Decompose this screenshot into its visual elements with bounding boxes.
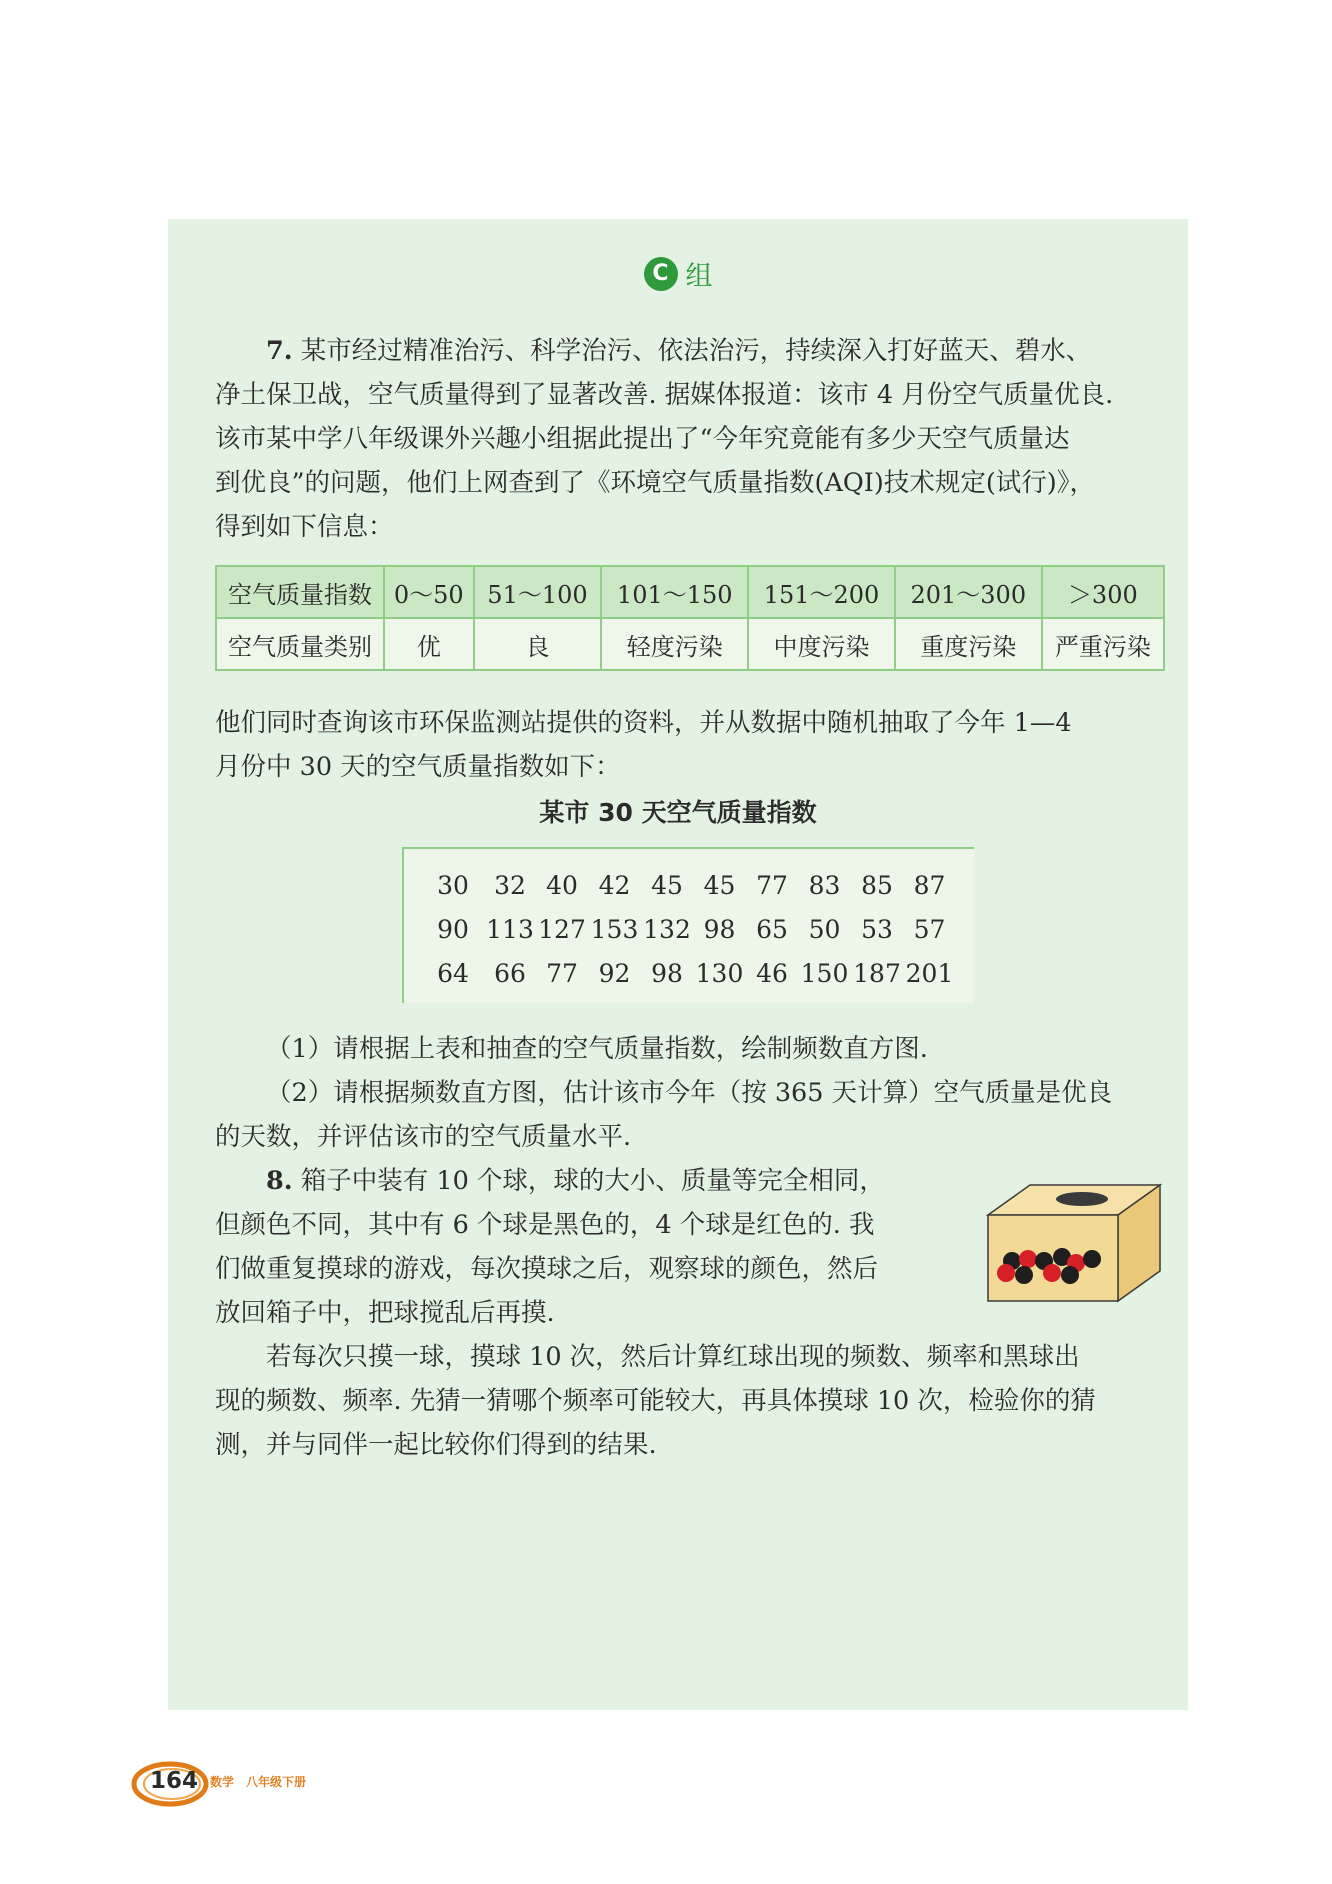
question-8 <box>215 1159 975 1335</box>
data-caption: 某市 30 天空气质量指数 <box>539 798 817 827</box>
intro-line-2: 月份中 30 天的空气质量指数如下： <box>215 752 621 782</box>
aqi-value-cell: 64 <box>437 959 469 988</box>
question-7 <box>215 329 1165 549</box>
aqi-value-cell: 92 <box>598 959 631 988</box>
aqi-data-box <box>402 847 974 1003</box>
aqi-data-grid <box>404 867 976 993</box>
table-cell: 空气质量指数 <box>216 566 384 618</box>
q7-line-4: 到优良”的问题，他们上网查到了《环境空气质量指数(AQI)技术规定(试行)》， <box>215 468 1095 498</box>
q8-line-4: 放回箱子中，把球搅乱后再摸. <box>215 1298 555 1328</box>
data-intro <box>215 701 1165 789</box>
aqi-value-cell: 130 <box>695 959 744 988</box>
aqi-value-cell: 65 <box>756 915 788 944</box>
aqi-value-cell: 42 <box>598 871 631 900</box>
q8-line-3: 们做重复摸球的游戏，每次摸球之后，观察球的颜色，然后 <box>215 1254 879 1284</box>
aqi-value-cell: 57 <box>913 915 946 944</box>
table-cell: 轻度污染 <box>601 618 748 670</box>
table-cell: 101～150 <box>601 566 748 618</box>
aqi-value-cell: 83 <box>808 871 841 900</box>
table-cell: 空气质量类别 <box>216 618 384 670</box>
table-cell: 0～50 <box>384 566 474 618</box>
table-cell: 重度污染 <box>895 618 1042 670</box>
q7-line-1: 某市经过精准治污、科学治污、依法治污，持续深入打好蓝天、碧水、 <box>300 336 1092 366</box>
aqi-value-cell: 85 <box>861 871 893 900</box>
aqi-value-cell: 32 <box>494 871 526 900</box>
table-cell: 151～200 <box>748 566 895 618</box>
sub-questions <box>215 1027 1165 1159</box>
sub-question-2-line-2: 的天数，并评估该市的空气质量水平. <box>215 1122 632 1152</box>
aqi-value-cell: 30 <box>437 871 469 900</box>
aqi-category-table <box>215 565 1165 671</box>
q8-line-2: 但颜色不同，其中有 6 个球是黑色的，4 个球是红色的. 我 <box>215 1210 875 1240</box>
group-label: 组 <box>685 261 713 292</box>
page-number: 164 <box>150 1768 199 1794</box>
q7-line-2: 净土保卫战，空气质量得到了显著改善. 据媒体报道：该市 4 月份空气质量优良. <box>215 380 1114 410</box>
exercise-panel <box>168 219 1188 1710</box>
q7-line-3: 该市某中学八年级课外兴趣小组据此提出了“今年究竟能有多少天空气质量达 <box>215 424 1070 454</box>
group-heading <box>168 254 1188 293</box>
q8-para2-line-1: 若每次只摸一球，摸球 10 次，然后计算红球出现的频数、频率和黑球出 <box>266 1342 1080 1372</box>
q7-line-5: 得到如下信息： <box>215 512 394 542</box>
aqi-value-cell: 150 <box>800 959 849 988</box>
aqi-value-cell: 53 <box>861 915 893 944</box>
question-8-paragraph-2 <box>215 1335 1165 1467</box>
table-cell: 中度污染 <box>748 618 895 670</box>
table-cell: 严重污染 <box>1042 618 1164 670</box>
aqi-value-cell: 201 <box>905 959 954 988</box>
ball-box-illustration <box>980 1177 1170 1311</box>
aqi-value-cell: 187 <box>853 959 901 988</box>
q8-para2-line-2: 现的频数、频率. 先猜一猜哪个频率可能较大，再具体摸球 10 次，检验你的猜 <box>215 1386 1096 1416</box>
question-8-number: 8. <box>266 1166 293 1196</box>
table-cell: ＞300 <box>1042 566 1164 618</box>
aqi-category-row <box>216 618 1164 670</box>
question-7-number: 7. <box>266 336 293 366</box>
aqi-value-cell: 98 <box>703 915 736 944</box>
aqi-value-cell: 127 <box>538 915 586 944</box>
intro-line-1: 他们同时查询该市环保监测站提供的资料，并从数据中随机抽取了今年 1—4 <box>215 708 1072 738</box>
aqi-value-cell: 66 <box>494 959 526 988</box>
page-footer <box>130 1760 307 1812</box>
aqi-value-cell: 46 <box>756 959 788 988</box>
aqi-value-cell: 40 <box>546 871 578 900</box>
aqi-value-cell: 113 <box>486 915 534 944</box>
aqi-value-cell: 132 <box>643 915 691 944</box>
aqi-index-row <box>216 566 1164 618</box>
group-badge: C <box>644 257 678 291</box>
q8-line-1: 箱子中装有 10 个球，球的大小、质量等完全相同， <box>300 1166 885 1196</box>
table-cell: 51～100 <box>474 566 602 618</box>
aqi-value-cell: 87 <box>913 871 946 900</box>
table-cell: 良 <box>474 618 602 670</box>
aqi-value-cell: 153 <box>590 915 639 944</box>
aqi-value-cell: 50 <box>808 915 841 944</box>
sub-question-2-line-1: （2）请根据频数直方图，估计该市今年（按 365 天计算）空气质量是优良 <box>266 1078 1113 1108</box>
aqi-value-cell: 98 <box>651 959 683 988</box>
aqi-value-cell: 45 <box>703 871 736 900</box>
aqi-value-cell: 45 <box>651 871 683 900</box>
book-title: 数学 八年级下册 <box>210 1775 307 1789</box>
sub-question-1: （1）请根据上表和抽查的空气质量指数，绘制频数直方图. <box>266 1034 928 1064</box>
aqi-value-cell: 77 <box>546 959 578 988</box>
aqi-value-cell: 90 <box>437 915 469 944</box>
q8-para2-line-3: 测，并与同伴一起比较你们得到的结果. <box>215 1430 657 1460</box>
aqi-value-cell: 77 <box>756 871 788 900</box>
table-cell: 201～300 <box>895 566 1042 618</box>
table-cell: 优 <box>384 618 474 670</box>
